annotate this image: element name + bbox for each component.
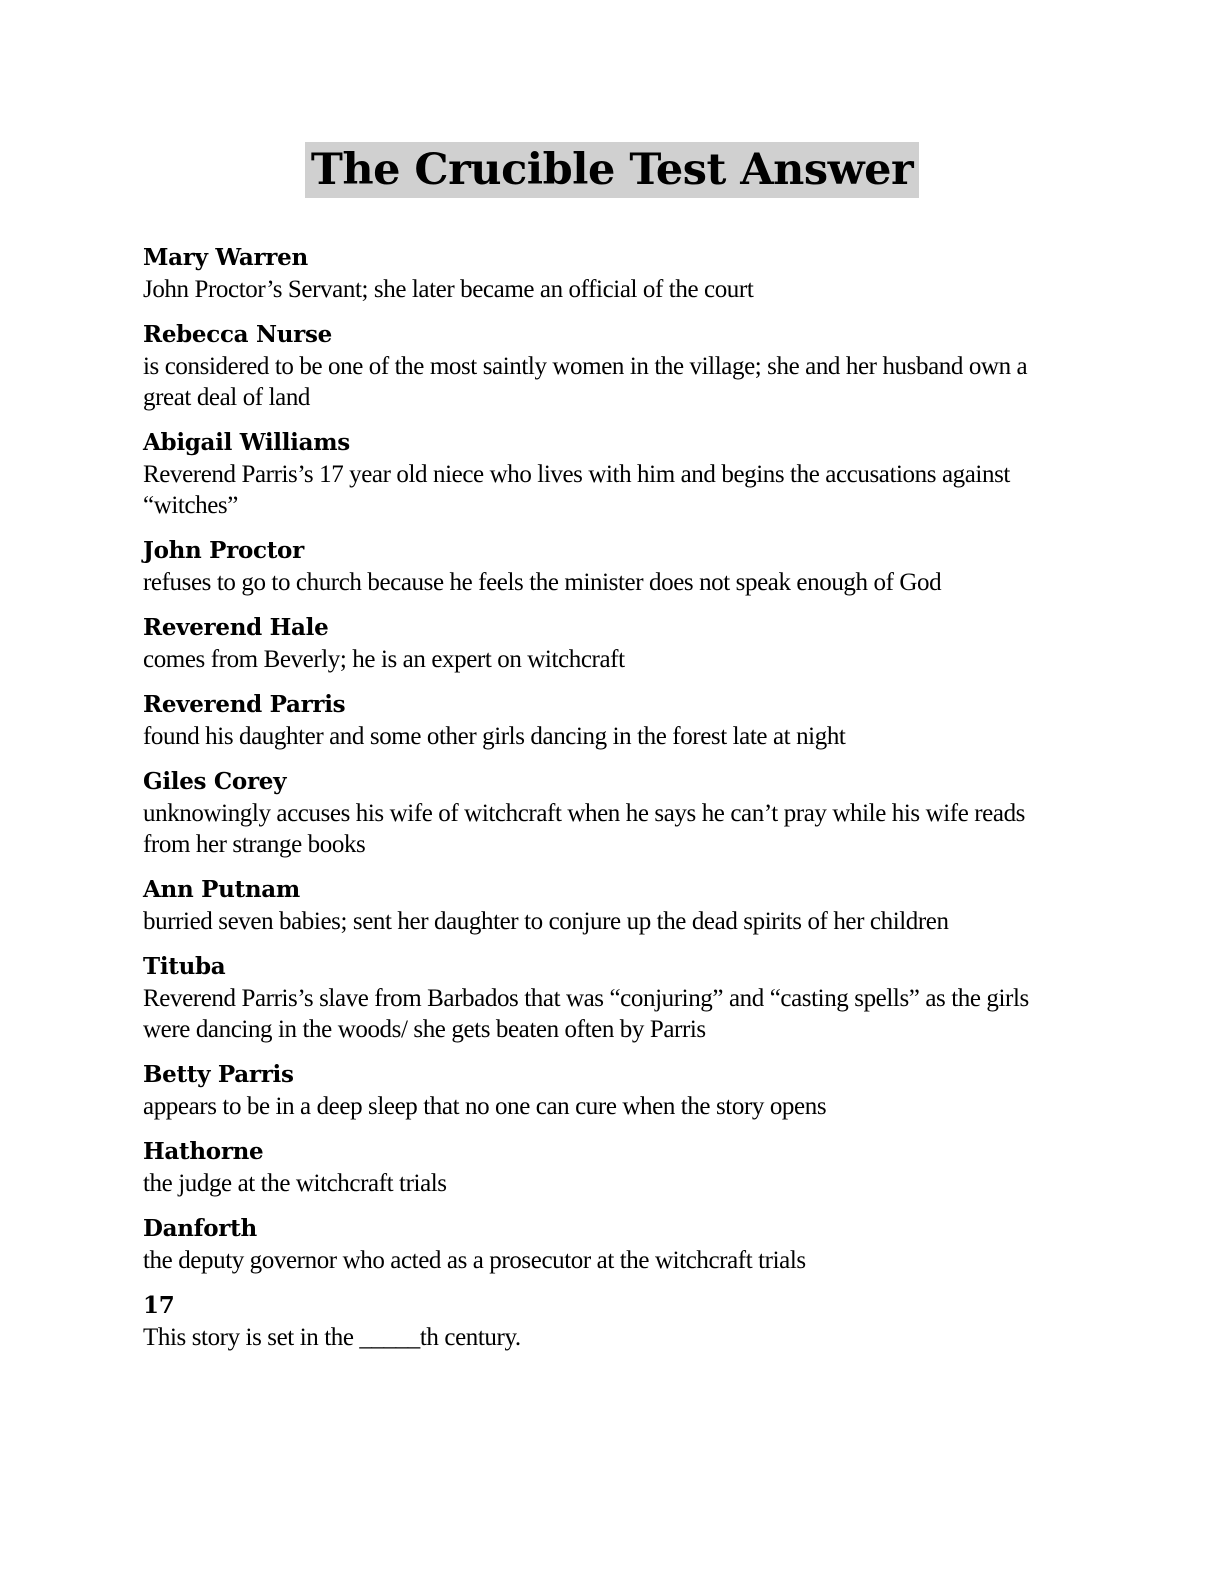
entry-definition: comes from Beverly; he is an expert on witchcraft (143, 646, 625, 673)
entry-definition: John Proctor’s Servant; she later became an official of the court (143, 276, 754, 303)
entry-definition: the deputy governor who acted as a prosecutor at the witchcraft trials (143, 1247, 806, 1274)
entry-definition: Reverend Parris’s 17 year old niece who lives with him and begins the accusations against “witches” (143, 461, 1010, 519)
entry-term: Tituba (143, 953, 226, 980)
entry-term: Rebecca Nurse (143, 321, 332, 348)
entry-term: Reverend Parris (143, 691, 346, 718)
answer-entry (143, 427, 1073, 521)
entry-definition: the judge at the witchcraft trials (143, 1170, 447, 1197)
answer-entry (143, 319, 1073, 413)
entry-definition: unknowingly accuses his wife of witchcraft when he says he can’t pray while his wife reads from her strange books (143, 800, 1026, 858)
entry-term: Ann Putnam (143, 876, 300, 903)
answer-list (143, 242, 1073, 1367)
answer-entry (143, 242, 1073, 305)
answer-entry (143, 1213, 1073, 1276)
answer-entry (143, 689, 1073, 752)
entry-term: Reverend Hale (143, 614, 329, 641)
title-container (0, 142, 1224, 198)
entry-term: Abigail Williams (143, 429, 350, 456)
answer-entry (143, 951, 1073, 1045)
answer-entry (143, 1136, 1073, 1199)
entry-term: Danforth (143, 1215, 257, 1242)
entry-term: Giles Corey (143, 768, 287, 795)
entry-definition: appears to be in a deep sleep that no one can cure when the story opens (143, 1093, 827, 1120)
entry-definition: found his daughter and some other girls dancing in the forest late at night (143, 723, 846, 750)
entry-definition: is considered to be one of the most saintly women in the village; she and her husband own a great deal of land (143, 353, 1028, 411)
entry-term: 17 (143, 1292, 175, 1319)
entry-definition: This story is set in the _____th century. (143, 1324, 521, 1351)
answer-entry (143, 535, 1073, 598)
entry-term: Mary Warren (143, 244, 308, 271)
entry-definition: refuses to go to church because he feels the minister does not speak enough of God (143, 569, 942, 596)
entry-term: Betty Parris (143, 1061, 294, 1088)
answer-entry (143, 1290, 1073, 1353)
answer-entry (143, 1059, 1073, 1122)
entry-term: John Proctor (143, 537, 304, 564)
answer-entry (143, 874, 1073, 937)
entry-term: Hathorne (143, 1138, 264, 1165)
answer-entry (143, 766, 1073, 860)
page-title: The Crucible Test Answer (305, 142, 919, 198)
entry-definition: burried seven babies; sent her daughter to conjure up the dead spirits of her children (143, 908, 949, 935)
entry-definition: Reverend Parris’s slave from Barbados that was “conjuring” and “casting spells” as the girls were dancing in the woods/ she gets beaten often by Parris (143, 985, 1029, 1043)
answer-entry (143, 612, 1073, 675)
